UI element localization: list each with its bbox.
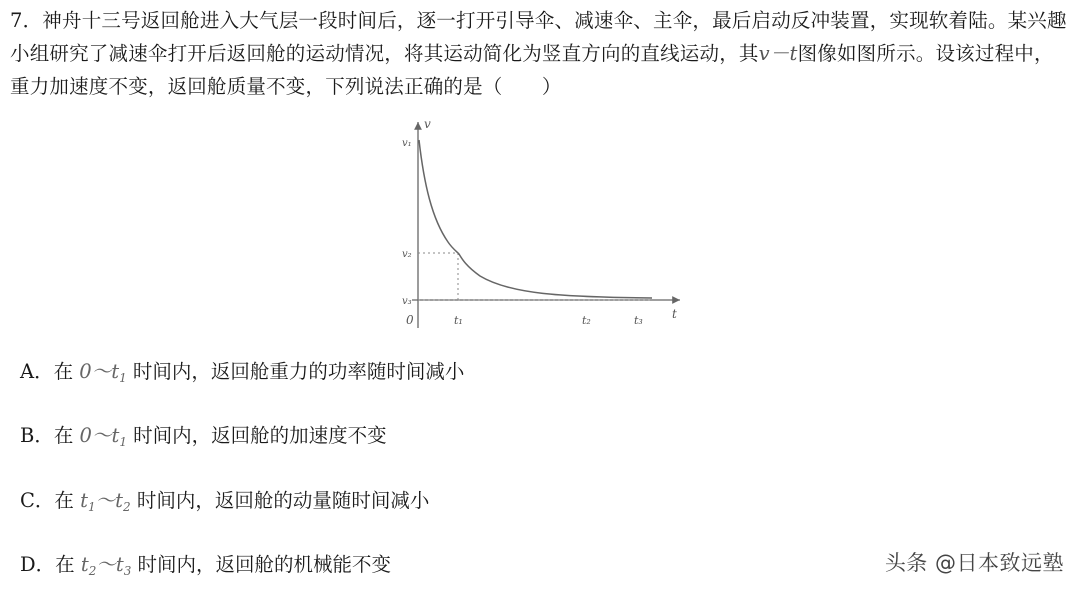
question-text-2: 图像如图所示。设该过程中，重力加速度不变，返回舱质量不变，下列说法正确的是（ ）: [10, 42, 1054, 98]
option-b[interactable]: [20, 422, 387, 456]
option-a-text: 时间内，返回舱重力的功率随时间减小: [132, 360, 465, 383]
option-c-text: 时间内，返回舱的动量随时间减小: [136, 489, 430, 512]
question-text-1: ．神舟十三号返回舱进入大气层一段时间后，逐一打开引导伞、减速伞、主伞，最后启动反冲装置，实现软着陆。某兴趣小组研究了减速伞打开后返回舱的运动情况，将其运动简化为竖直方向的直线运动，其: [10, 9, 1067, 65]
t1-label: t₁: [454, 314, 463, 327]
option-a-range: $0\sim t_1$: [79, 360, 127, 385]
option-d[interactable]: [20, 551, 391, 585]
watermark: 头条 @日本致远塾: [884, 551, 1064, 575]
v2-label: v₂: [402, 249, 412, 260]
vt-variable: v－t: [758, 42, 798, 65]
v1-label: v₁: [402, 138, 412, 149]
option-b-text: 时间内，返回舱的加速度不变: [133, 424, 387, 447]
option-c[interactable]: [20, 487, 429, 521]
option-c-range: $t_1\sim t_2$: [80, 489, 131, 514]
origin-label: 0: [406, 313, 414, 327]
option-c-prefix: C．在: [20, 489, 74, 512]
option-d-range: $t_2\sim t_3$: [80, 553, 132, 578]
option-d-text: 时间内，返回舱的机械能不变: [137, 553, 392, 576]
option-b-range: $0\sim t_1$: [79, 424, 127, 449]
option-a[interactable]: [20, 358, 464, 392]
question-number: 7: [10, 9, 23, 32]
vt-graph: [390, 114, 690, 334]
v3-label: v₃: [402, 296, 412, 307]
option-b-prefix: B．在: [20, 424, 74, 447]
option-d-prefix: D．在: [20, 553, 75, 576]
option-a-prefix: A．在: [20, 360, 74, 383]
question-stem: [10, 4, 1070, 103]
axis-x-label: t: [672, 307, 677, 321]
t2-label: t₂: [582, 314, 591, 327]
axis-y-label: v: [424, 117, 431, 131]
t3-label: t₃: [634, 314, 643, 327]
velocity-curve: [419, 140, 652, 298]
